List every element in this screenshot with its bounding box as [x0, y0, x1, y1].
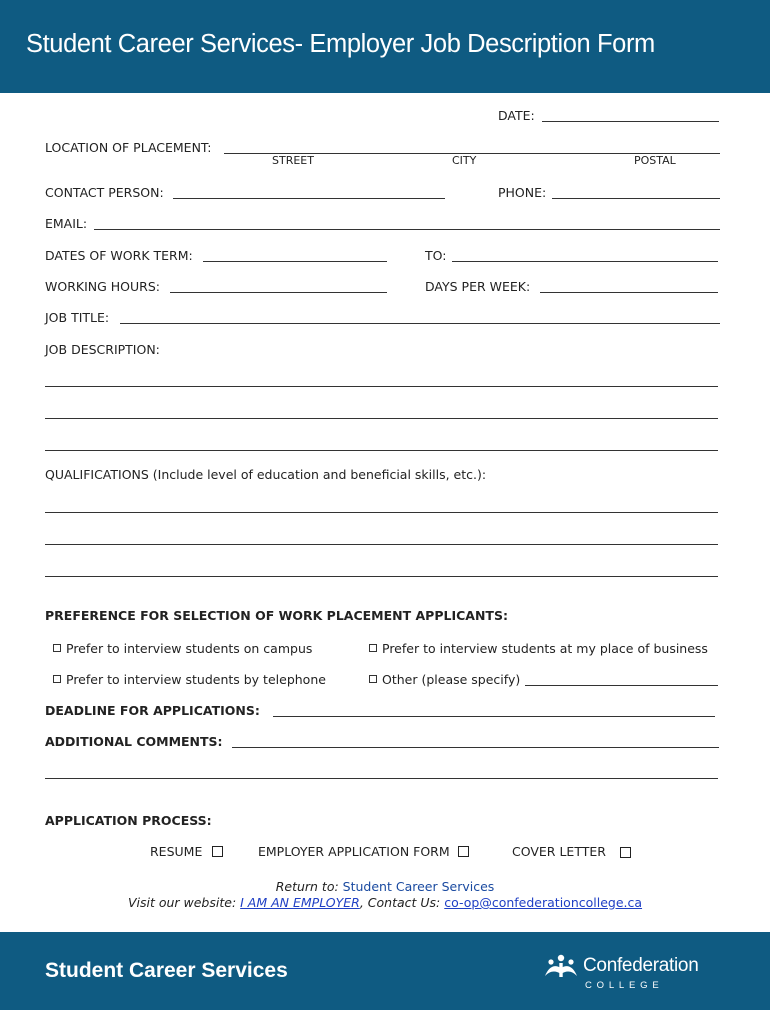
job-title-label: JOB TITLE: — [45, 310, 110, 325]
to-label: TO: — [425, 248, 447, 263]
to-field[interactable] — [452, 261, 718, 262]
deadline-field[interactable] — [273, 716, 715, 717]
dates-field[interactable] — [203, 261, 387, 262]
deadline-label: DEADLINE FOR APPLICATIONS: — [45, 703, 260, 718]
postal-label: POSTAL — [634, 154, 676, 167]
cover-letter-label: COVER LETTER — [512, 844, 606, 859]
checkbox-icon[interactable] — [53, 644, 61, 652]
qualifications-line[interactable] — [45, 512, 718, 513]
comments-field[interactable] — [232, 747, 719, 748]
working-hours-field[interactable] — [170, 292, 387, 293]
days-per-week-field[interactable] — [540, 292, 718, 293]
date-field[interactable] — [542, 121, 719, 122]
job-description-line[interactable] — [45, 418, 718, 419]
phone-label: PHONE: — [498, 185, 547, 200]
comments-label: ADDITIONAL COMMENTS: — [45, 734, 223, 749]
preference-option-telephone[interactable]: Prefer to interview students by telephone — [53, 672, 326, 687]
header-banner — [0, 0, 770, 93]
return-to-office: Student Career Services — [342, 879, 495, 894]
working-hours-label: WORKING HOURS: — [45, 279, 160, 294]
job-description-line[interactable] — [45, 450, 718, 451]
street-label: STREET — [272, 154, 314, 167]
contact-person-label: CONTACT PERSON: — [45, 185, 164, 200]
preference-option-campus[interactable]: Prefer to interview students on campus — [53, 641, 312, 656]
comments-line[interactable] — [45, 778, 718, 779]
logo-subtitle: COLLEGE — [585, 980, 664, 991]
qualifications-line[interactable] — [45, 544, 718, 545]
contact-person-field[interactable] — [173, 198, 445, 199]
preference-heading: PREFERENCE FOR SELECTION OF WORK PLACEMENT APPLICANTS: — [45, 608, 508, 623]
logo-name: Confederation — [583, 955, 699, 976]
preference-option-business[interactable]: Prefer to interview students at my place of business — [369, 641, 708, 656]
college-logo — [543, 952, 713, 998]
checkbox-icon[interactable] — [53, 675, 61, 683]
job-description-line[interactable] — [45, 386, 718, 387]
application-heading: APPLICATION PROCESS: — [45, 813, 212, 828]
footer-banner — [0, 932, 770, 1010]
job-description-label: JOB DESCRIPTION: — [45, 342, 160, 357]
location-label: LOCATION OF PLACEMENT: — [45, 140, 212, 155]
other-specify-field[interactable] — [525, 685, 718, 686]
email-label: EMAIL: — [45, 216, 88, 231]
qualifications-line[interactable] — [45, 576, 718, 577]
resume-checkbox[interactable] — [212, 846, 223, 857]
employer-form-label: EMPLOYER APPLICATION FORM — [258, 844, 450, 859]
cover-letter-checkbox[interactable] — [620, 847, 631, 858]
email-field[interactable] — [94, 229, 720, 230]
resume-label: RESUME — [150, 844, 203, 859]
college-logo-icon — [543, 954, 579, 980]
phone-field[interactable] — [552, 198, 720, 199]
employer-form-checkbox[interactable] — [458, 846, 469, 857]
dates-label: DATES OF WORK TERM: — [45, 248, 193, 263]
city-label: CITY — [452, 154, 477, 167]
job-title-field[interactable] — [120, 323, 720, 324]
return-to-line: Return to: Student Career Services — [275, 879, 495, 894]
days-per-week-label: DAYS PER WEEK: — [425, 279, 531, 294]
date-label: DATE: — [498, 108, 535, 123]
contact-email-link[interactable]: co-op@confederationcollege.ca — [444, 895, 643, 910]
footer-brand: Student Career Services — [45, 959, 288, 982]
checkbox-icon[interactable] — [369, 644, 377, 652]
form-title: Student Career Services- Employer Job Description Form — [26, 30, 655, 58]
preference-option-other[interactable]: Other (please specify) — [369, 672, 520, 687]
employer-website-link[interactable]: I AM AN EMPLOYER — [240, 895, 360, 910]
visit-line: Visit our website: I AM AN EMPLOYER, Contact Us: co-op@confederationcollege.ca — [127, 895, 643, 910]
qualifications-label: QUALIFICATIONS (Include level of education and beneficial skills, etc.): — [45, 467, 487, 482]
checkbox-icon[interactable] — [369, 675, 377, 683]
